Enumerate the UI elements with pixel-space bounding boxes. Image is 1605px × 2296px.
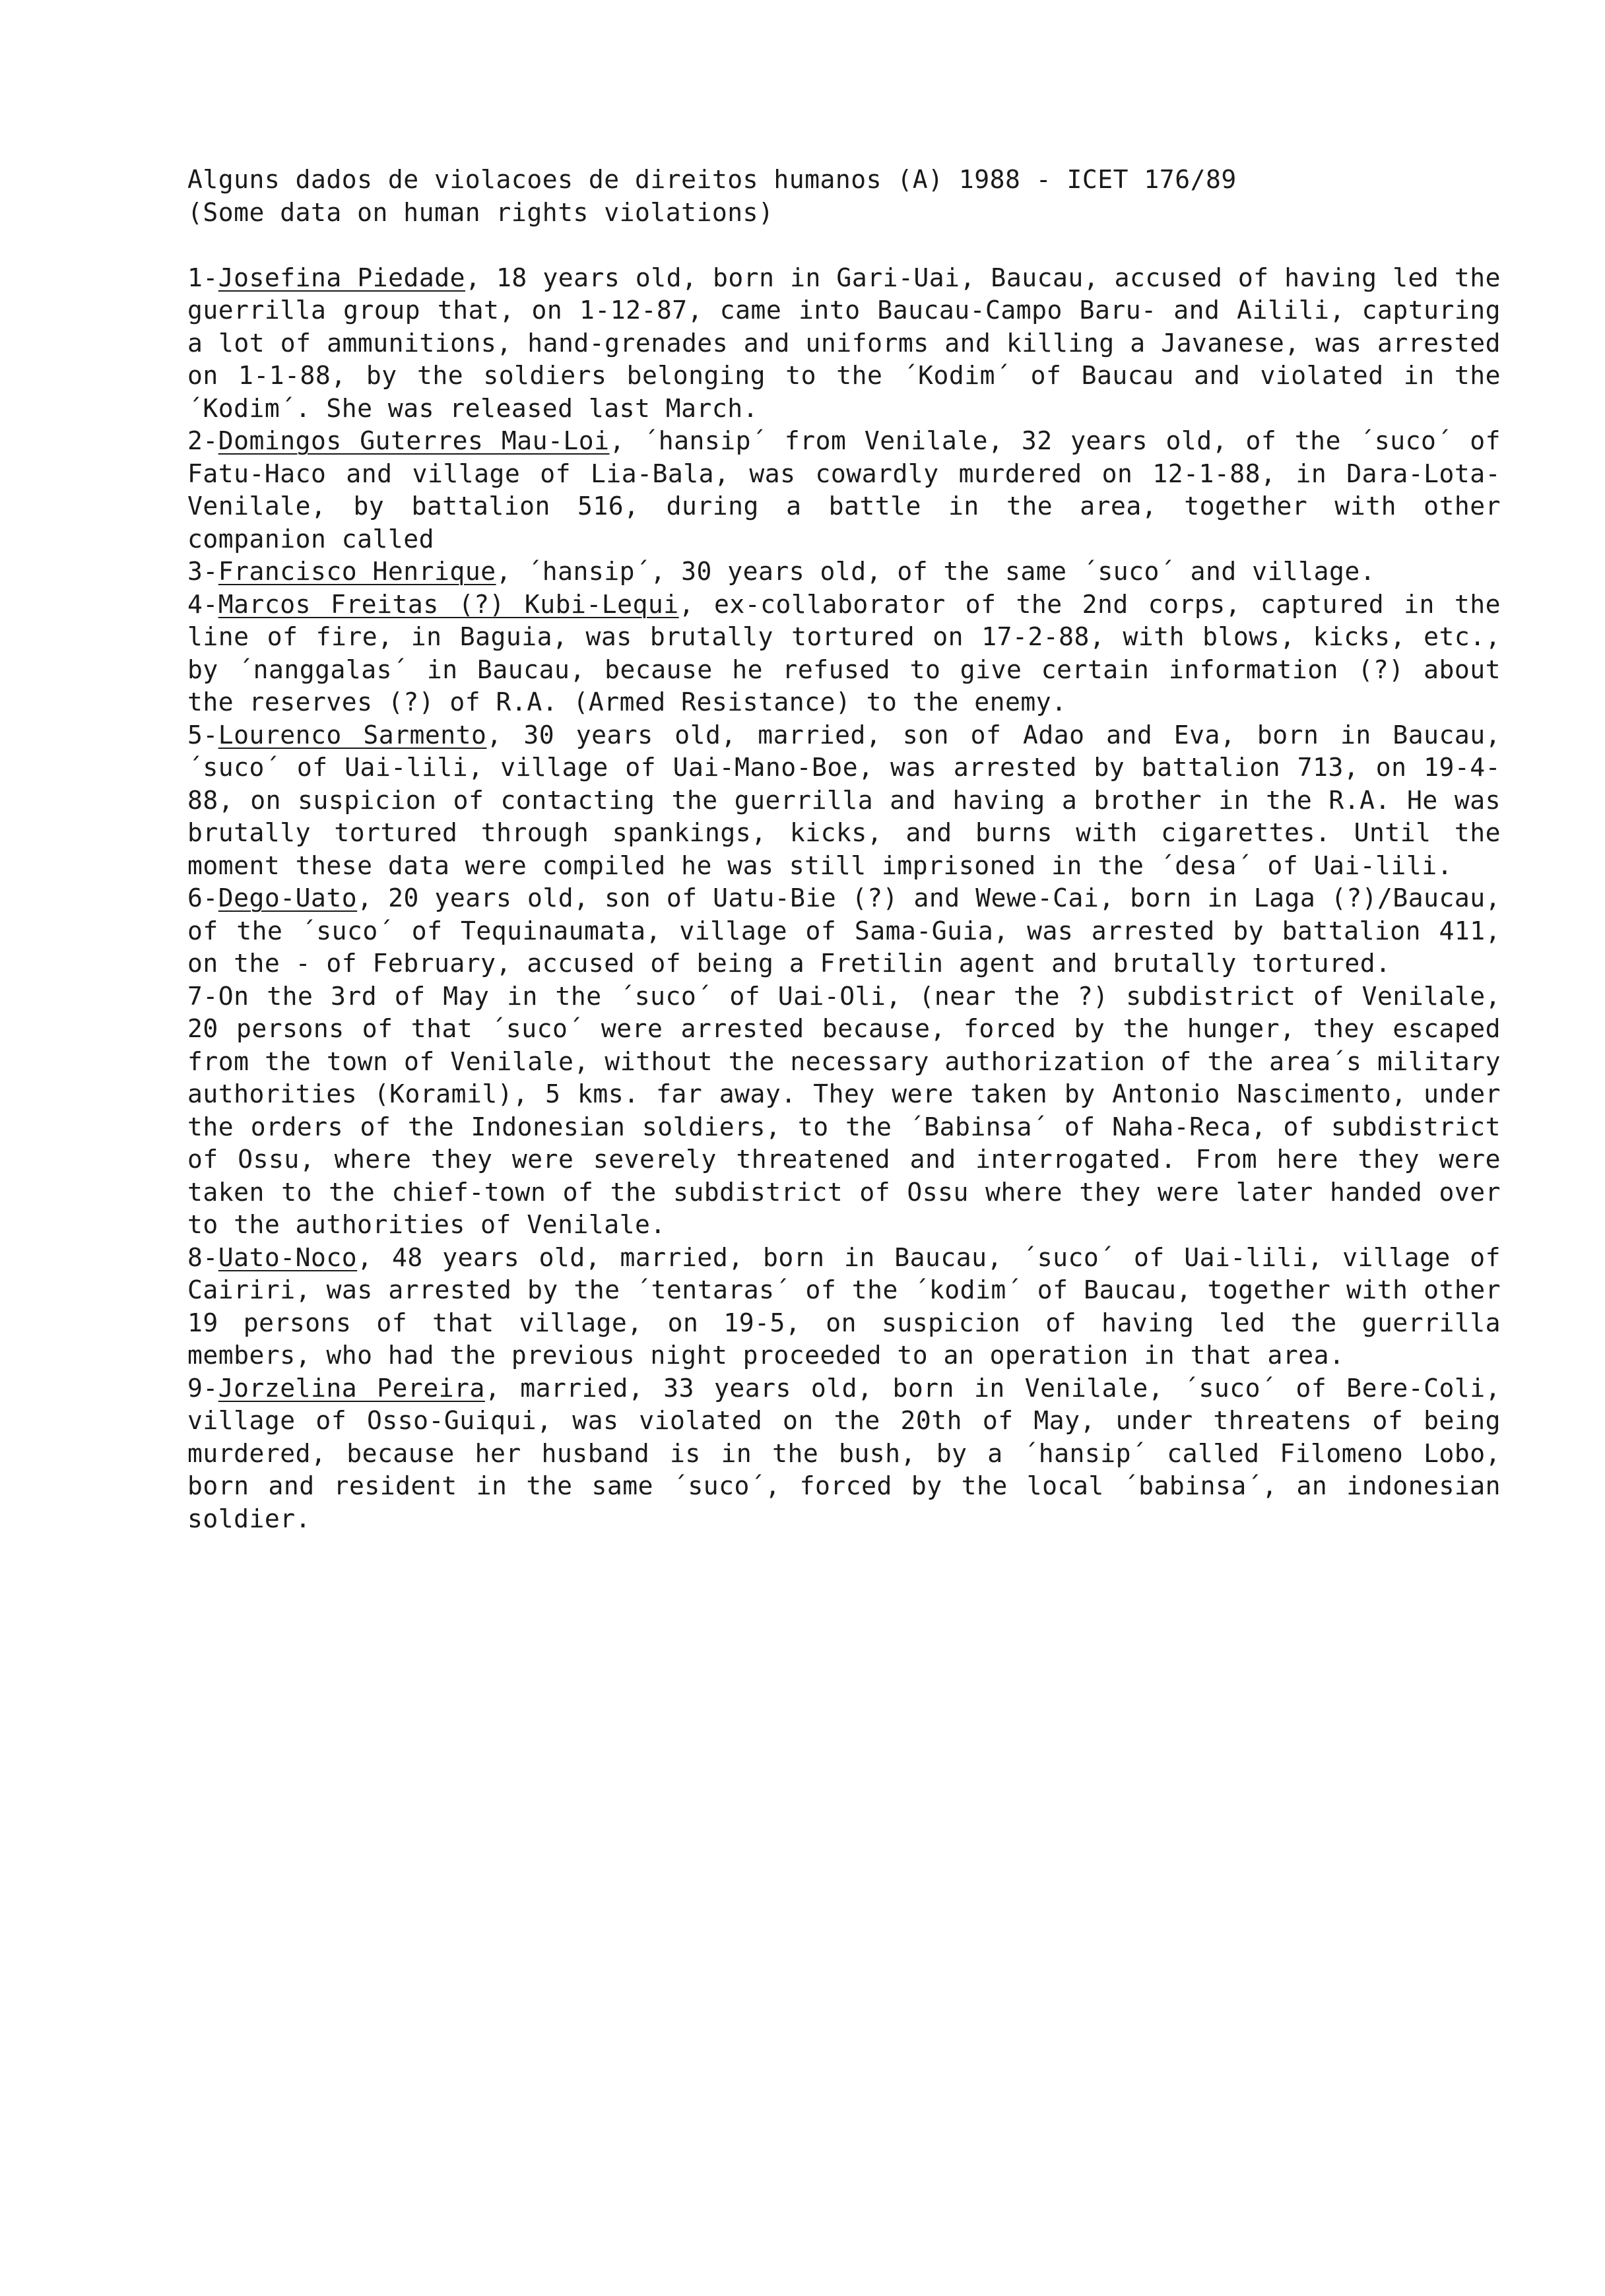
entry-number: 1- — [187, 263, 218, 292]
entry-text: , ´hansip´ from Venilale, 32 years old, of the ´suco´ of Fatu-Haco and village of Lia-Bala, was cowardly murdered on 12-1-88, in Dara-Lota-Venilale, by battalion 516, during a battle in the area, together with other companion called — [187, 426, 1501, 554]
entry-text: , married, 33 years old, born in Venilale, ´suco´ of Bere-Coli, village of Osso-Guiqui, was violated on the 20th of May, under threatens of being murdered, because her husband is in the bush, by a ´hansip´ called Filomeno Lobo, born and resident in the same ´suco´, forced by the local ´babinsa´, an indonesian soldier. — [187, 1373, 1501, 1533]
entry-number: 8- — [187, 1242, 218, 1272]
entry-text: , 18 years old, born in Gari-Uai, Baucau, accused of having led the guerrilla group that, on 1-12-87, came into Baucau-Campo Baru- and Ailili, capturing a lot of ammunitions, hand-grenades and uniforms and killing a Javanese, was arrested on 1-1-88, by the soldiers belonging to the ´Kodim´ of Baucau and violated in the ´Kodim´. She was released last March. — [187, 263, 1501, 423]
document-body — [187, 164, 1501, 1535]
entry-2 — [187, 425, 1501, 556]
entry-text: , ex-collaborator of the 2nd corps, captured in the line of fire, in Baguia, was brutally tortured on 17-2-88, with blows, kicks, etc., by ´nanggalas´ in Baucau, because he refused to give certain information (?) about the reserves (?) of R.A. (Armed Resistance) to the enemy. — [187, 589, 1501, 717]
entry-8 — [187, 1242, 1501, 1372]
entry-5 — [187, 719, 1501, 883]
entry-1 — [187, 262, 1501, 426]
entry-3 — [187, 556, 1501, 589]
entry-text: , ´hansip´, 30 years old, of the same ´suco´ and village. — [496, 557, 1376, 586]
entry-number: 2- — [187, 426, 218, 455]
entry-text: , 48 years old, married, born in Baucau, ´suco´ of Uai-lili, village of Cairiri, was arrested by the ´tentaras´ of the ´kodim´ of Baucau, together with other 19 persons of that village, on 19-5, on suspicion of having led the guerrilla members, who had the previous night proceeded to an operation in that area. — [187, 1242, 1501, 1370]
document-header — [187, 164, 1501, 229]
entry-text: , 30 years old, married, son of Adao and Eva, born in Baucau, ´suco´ of Uai-lili, village of Uai-Mano-Boe, was arrested by battalion 713, on 19-4-88, on suspicion of contacting the guerrilla and having a brother in the R.A. He was brutally tortured through spankings, kicks, and burns with cigarettes. Until the moment these data were compiled he was still imprisoned in the ´desa´ of Uai-lili. — [187, 720, 1501, 880]
victim-name: Francisco Henrique — [218, 557, 496, 586]
victim-name: Dego-Uato — [218, 883, 358, 912]
victim-name: Marcos Freitas (?) Kubi-Lequi — [218, 589, 679, 619]
victim-name: Jorzelina Pereira — [218, 1373, 485, 1403]
entry-6 — [187, 882, 1501, 980]
victim-name: Uato-Noco — [218, 1242, 358, 1272]
victim-name: Josefina Piedade — [218, 263, 466, 292]
victim-name: Domingos Guterres Mau-Loi — [218, 426, 610, 455]
entry-number: 9- — [187, 1373, 218, 1403]
entry-number: 5- — [187, 720, 218, 749]
entry-text: 7-On the 3rd of May in the ´suco´ of Uai-Oli, (near the ?) subdistrict of Venilale, 20 persons of that ´suco´ were arrested because, forced by the hunger, they escaped from the town of Venilale, without the necessary authorization of the area´s military authorities (Koramil), 5 kms. far away. They were taken by Antonio Nascimento, under the orders of the Indonesian soldiers, to the ´Babinsa´ of Naha-Reca, of subdistrict of Ossu, where they were severely threatened and interrogated. From here they were taken to the chief-town of the subdistrict of Ossu where they were later handed over to the authorities of Venilale. — [187, 981, 1501, 1239]
entry-4 — [187, 589, 1501, 719]
document-title: Alguns dados de violacoes de direitos humanos (A) 1988 - ICET 176/89 — [187, 165, 1237, 194]
entry-number: 4- — [187, 589, 218, 619]
entry-9 — [187, 1372, 1501, 1536]
entry-text: , 20 years old, son of Uatu-Bie (?) and Wewe-Cai, born in Laga (?)/Baucau, of the ´suco´ of Tequinaumata, village of Sama-Guia, was arrested by battalion 411, on the - of February, accused of being a Fretilin agent and brutally tortured. — [187, 883, 1501, 978]
entry-7 — [187, 980, 1501, 1242]
entry-number: 6- — [187, 883, 218, 912]
victim-name: Lourenco Sarmento — [218, 720, 487, 749]
entry-number: 3- — [187, 557, 218, 586]
document-subtitle: (Some data on human rights violations) — [187, 197, 774, 227]
